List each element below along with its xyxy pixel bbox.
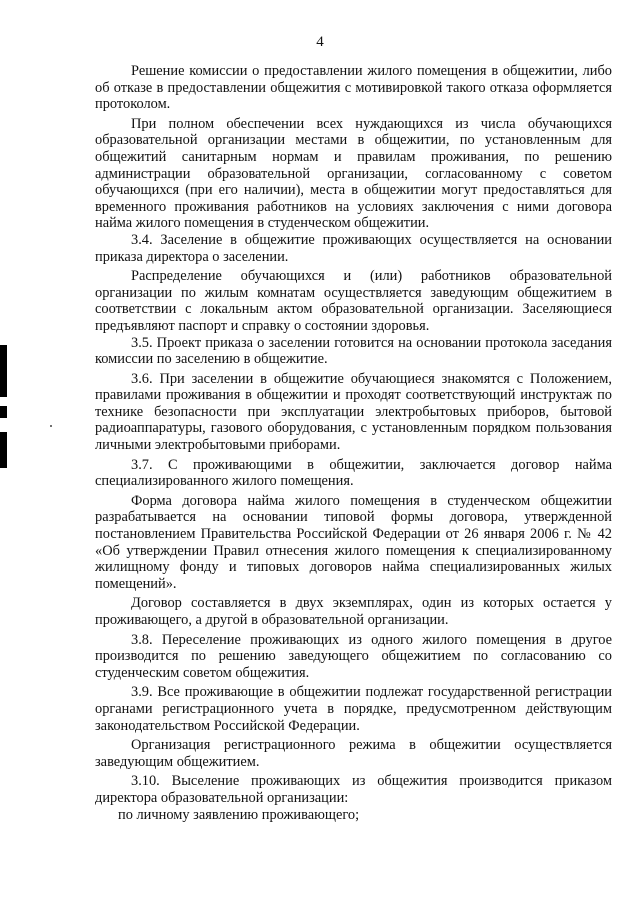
scan-speck xyxy=(50,425,52,427)
paragraph-3-9: 3.9. Все проживающие в общежитии подлежат государственной регистрации органами регистрационного учета в порядке, предусмотренном действующим законодательством Российской Федерации. xyxy=(95,684,612,734)
paragraph-3-5: 3.5. Проект приказа о заселении готовится на основании протокола заседания комиссии по заселению в общежитие. xyxy=(95,334,612,368)
paragraph-registration-regime: Организация регистрационного режима в общежитии осуществляется заведующим общежитием. xyxy=(95,737,612,770)
paragraph-3-7: 3.7. С проживающими в общежитии, заключается договор найма специализированного жилого помещения. xyxy=(95,456,612,490)
paragraph-3-8: 3.8. Переселение проживающих из одного жилого помещения в другое производится по решению заведующего общежитием по согласованию со студенческим советом общежития. xyxy=(95,631,612,681)
scan-edge-mark xyxy=(0,406,7,418)
scan-edge-mark xyxy=(0,432,7,468)
paragraph-3-10: 3.10. Выселение проживающих из общежития производится приказом директора образовательной организации: xyxy=(95,773,612,806)
paragraph-commission-decision: Решение комиссии о предоставлении жилого помещения в общежитии, либо об отказе в предоставлении общежития с мотивировкой такого отказа оформляется протоколом. xyxy=(95,63,612,113)
document-body xyxy=(95,63,612,823)
paragraph-room-distribution: Распределение обучающихся и (или) работников образовательной организации по жилым комнатам осуществляется заведующим общежитием в соответствии с локальным актом образовательной организации. Заселяющиеся предъявляют паспорт и справку о состоянии здоровья. xyxy=(95,268,612,334)
paragraph-contract-form: Форма договора найма жилого помещения в студенческом общежитии разрабатывается на основании типовой формы договора, утвержденной постановлением Правительства Российской Федерации от 26 января 2006 г. № 42 «Об утверждении Правил отнесения жилого помещения к специализированному жилищному фонду и типовых договоров найма специализированных жилых помещений». xyxy=(95,492,612,592)
paragraph-3-6: 3.6. При заселении в общежитие обучающиеся знакомятся с Положением, правилами проживания в общежитии и проходят соответствующий инструктаж по технике безопасности при эксплуатации электробытовых приборов, бытовой радиоаппаратуры, газового оборудования, с установленным порядком пользования личными электробытовыми приборами. xyxy=(95,370,612,454)
paragraph-3-4: 3.4. Заселение в общежитие проживающих осуществляется на основании приказа директора о заселении. xyxy=(95,231,612,265)
page-number: 4 xyxy=(316,34,324,50)
paragraph-contract-copies: Договор составляется в двух экземплярах, один из которых остается у проживающего, а другой в образовательной организации. xyxy=(95,595,612,628)
scan-edge-mark xyxy=(0,345,7,397)
paragraph-workers-housing: При полном обеспечении всех нуждающихся из числа обучающихся образовательной организации местами в общежитии, по установленным для общежитий санитарным нормам и правилам проживания, по решению администрации образовательной организации, согласованному с советом обучающихся (при его наличии), места в общежитии могут предоставляться для временного проживания работников на условиях заключения с ними договора найма жилого помещения в студенческом общежитии. xyxy=(95,115,612,232)
list-item-personal-application: по личному заявлению проживающего; xyxy=(118,806,360,823)
